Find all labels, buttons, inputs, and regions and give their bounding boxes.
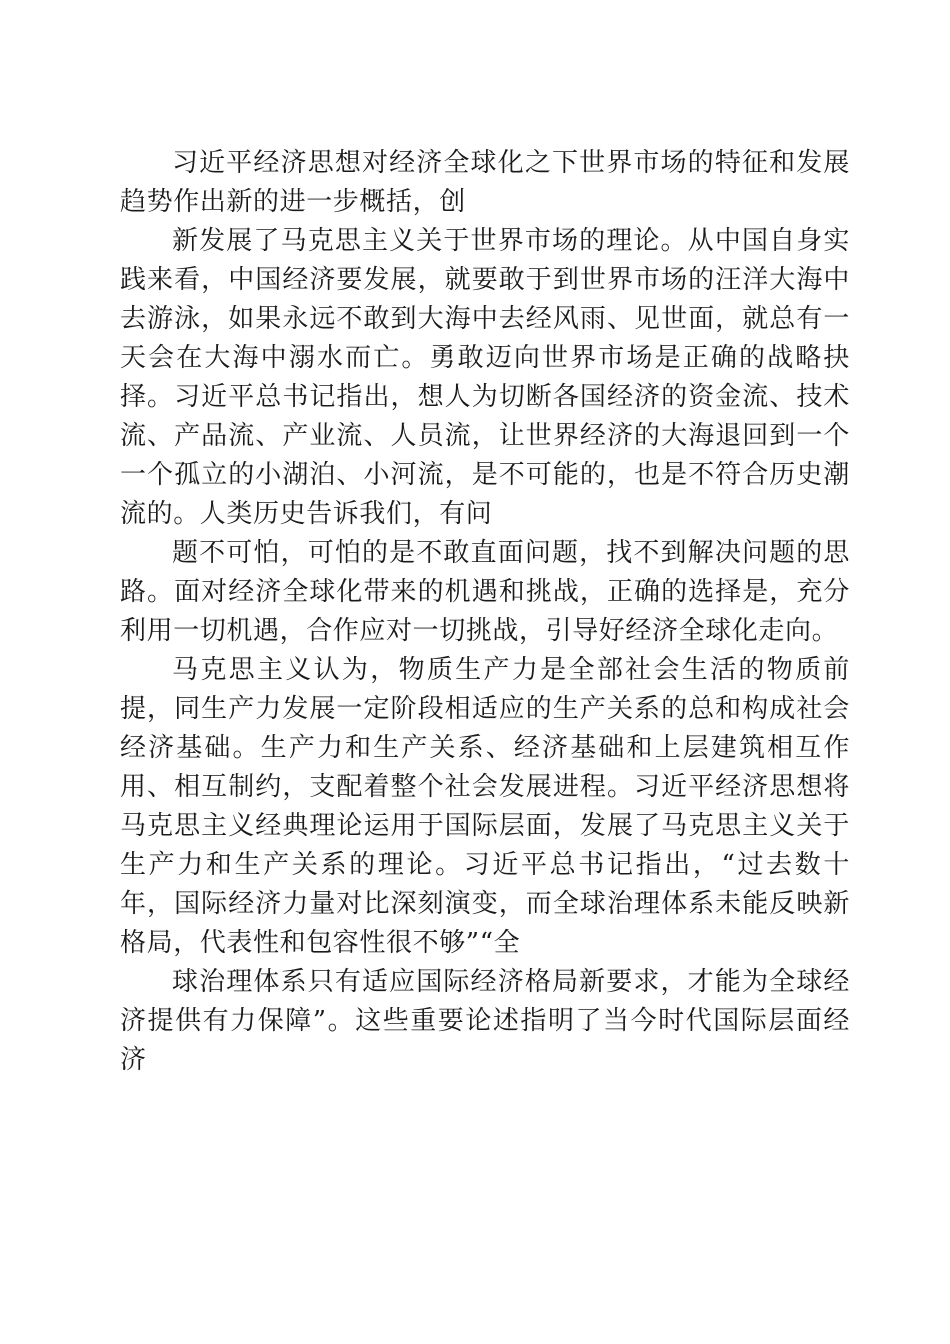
paragraph: 习近平经济思想对经济全球化之下世界市场的特征和发展趋势作出新的进一步概括，创 xyxy=(120,148,850,217)
paragraph: 球治理体系只有适应国际经济格局新要求，才能为全球经济提供有力保障”。这些重要论述指明了当今时代国际层面经济 xyxy=(120,967,850,1075)
paragraph: 新发展了马克思主义关于世界市场的理论。从中国自身实践来看，中国经济要发展，就要敢于到世界市场的汪洋大海中去游泳，如果永远不敢到大海中去经风雨、见世面，就总有一天会在大海中溺水而亡。勇敢迈向世界市场是正确的战略抉择。习近平总书记指出，想人为切断各国经济的资金流、技术流、产品流、产业流、人员流，让世界经济的大海退回到一个一个孤立的小湖泊、小河流，是不可能的，也是不符合历史潮流的。人类历史告诉我们，有问 xyxy=(120,226,850,529)
paragraph: 马克思主义认为，物质生产力是全部社会生活的物质前提，同生产力发展一定阶段相适应的生产关系的总和构成社会经济基础。生产力和生产关系、经济基础和上层建筑相互作用、相互制约，支配着整个社会发展进程。习近平经济思想将马克思主义经典理论运用于国际层面，发展了马克思主义关于生产力和生产关系的理论。习近平总书记指出，“过去数十年，国际经济力量对比深刻演变，而全球治理体系未能反映新格局，代表性和包容性很不够”“全 xyxy=(120,655,850,958)
body-text xyxy=(120,144,850,1080)
paragraph: 题不可怕，可怕的是不敢直面问题，找不到解决问题的思路。面对经济全球化带来的机遇和挑战，正确的选择是，充分利用一切机遇，合作应对一切挑战，引导好经济全球化走向。 xyxy=(120,538,850,646)
